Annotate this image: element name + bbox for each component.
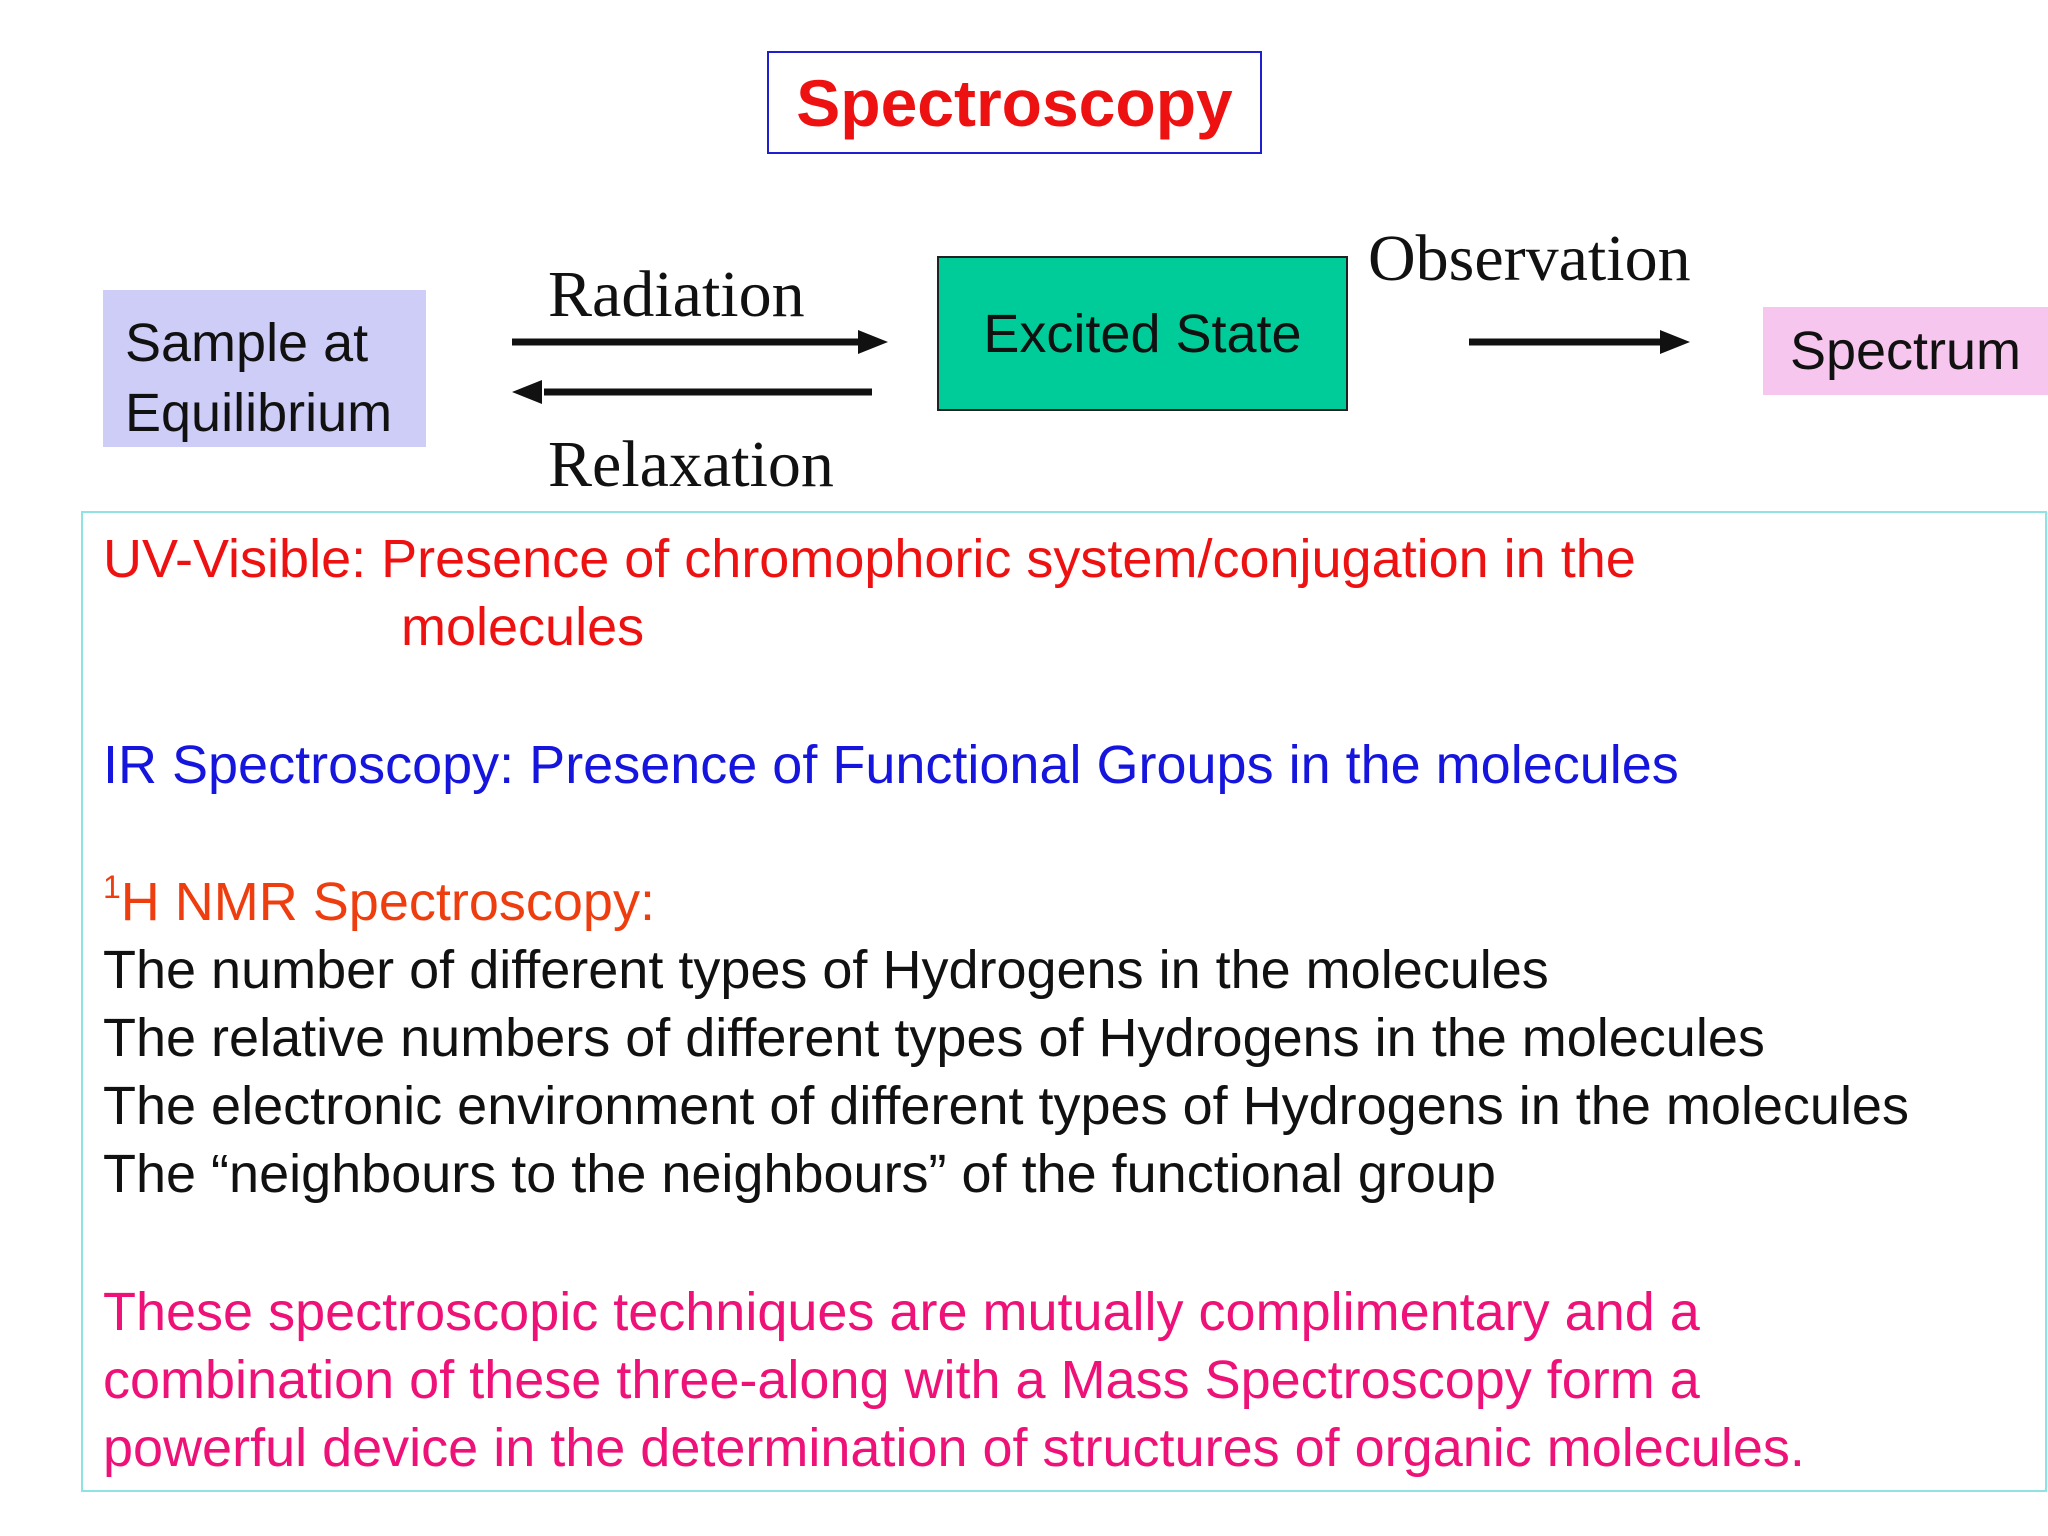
nmr-superscript: 1	[103, 869, 121, 905]
info-box	[81, 511, 2047, 1492]
page-title: Spectroscopy	[796, 65, 1233, 140]
uv-visible-line1: UV-Visible: Presence of chromophoric system/conjugation in the	[103, 529, 1636, 589]
radiation-arrow	[512, 330, 888, 354]
sample-label-line2: Equilibrium	[125, 383, 393, 443]
nmr-point-4: The “neighbours to the neighbours” of the functional group	[103, 1144, 1496, 1204]
nmr-heading	[103, 869, 655, 932]
spectrum-label: Spectrum	[1789, 321, 2022, 381]
conclusion-line-1: These spectroscopic techniques are mutually complimentary and a	[103, 1282, 1700, 1342]
conclusion-line-2: combination of these three-along with a Mass Spectroscopy form a	[103, 1350, 1700, 1410]
observation-arrow	[1469, 330, 1690, 354]
ir-spectroscopy-line: IR Spectroscopy: Presence of Functional Groups in the molecules	[103, 735, 1679, 795]
radiation-label: Radiation	[548, 258, 805, 331]
excited-state-label: Excited State	[983, 303, 1302, 364]
uv-visible-line2: molecules	[401, 597, 645, 657]
nmr-heading-text: H NMR Spectroscopy:	[120, 872, 655, 932]
relaxation-label: Relaxation	[548, 428, 834, 501]
excited-state-box	[937, 256, 1348, 411]
sample-label-line1: Sample at	[125, 313, 369, 373]
spectrum-box	[1763, 307, 2048, 395]
nmr-point-3: The electronic environment of different types of Hydrogens in the molecules	[103, 1076, 1909, 1136]
relaxation-arrow	[512, 380, 872, 404]
nmr-point-1: The number of different types of Hydrogens in the molecules	[103, 940, 1549, 1000]
nmr-point-2: The relative numbers of different types of Hydrogens in the molecules	[103, 1008, 1765, 1068]
conclusion-line-3: powerful device in the determination of structures of organic molecules.	[103, 1418, 1805, 1478]
observation-label: Observation	[1368, 222, 1691, 295]
